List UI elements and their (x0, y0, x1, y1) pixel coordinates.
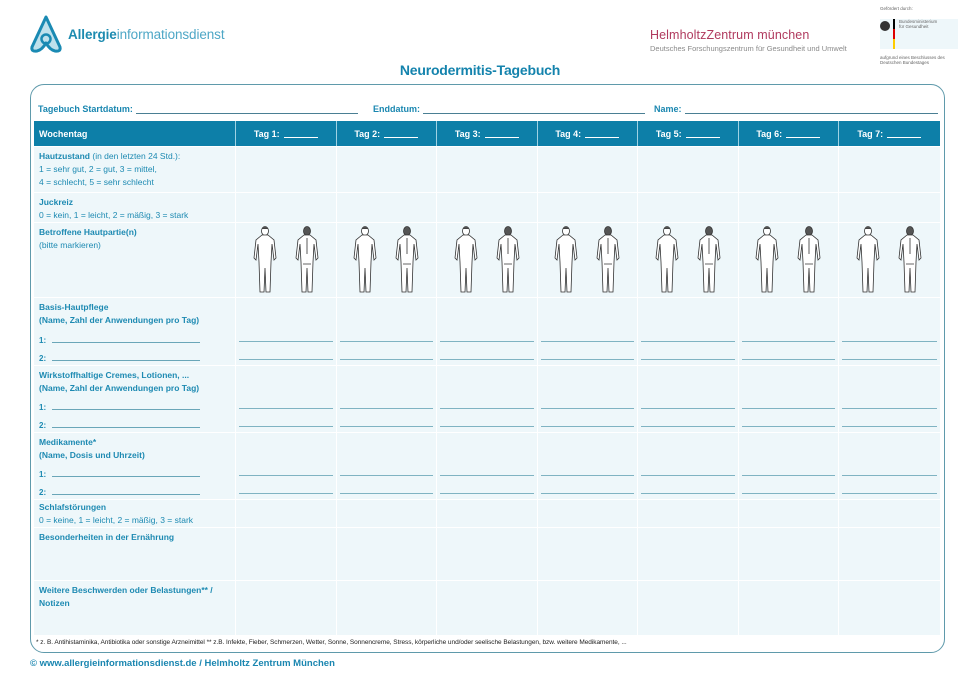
entry-line-2[interactable] (641, 493, 735, 494)
name-label: Name: (654, 104, 682, 114)
logo-text-bold: Allergie (68, 26, 117, 42)
cell-day-6[interactable] (739, 193, 840, 222)
entry-line-2[interactable] (239, 493, 333, 494)
cell-day-3[interactable] (437, 366, 538, 432)
cell-day-4[interactable] (538, 500, 639, 527)
allergy-a-logo-icon (28, 14, 64, 54)
entry-line-2[interactable] (239, 359, 333, 360)
header-day-4[interactable] (538, 121, 639, 146)
row-ernaehrung (34, 527, 940, 580)
entry-line-1[interactable] (239, 341, 333, 342)
body-front-icon[interactable] (752, 224, 782, 296)
row-label (34, 528, 236, 580)
cell-day-5[interactable] (638, 147, 739, 192)
cell-day-7[interactable] (839, 433, 940, 499)
cell-day-3[interactable] (437, 298, 538, 365)
body-front-icon[interactable] (652, 224, 682, 296)
header-day-3[interactable] (437, 121, 538, 146)
footnote: * z. B. Antihistaminika, Antibiotika oder sonstige Arzneimittel ** z.B. Infekte, Fieber, Schmerzen, Wetter, Sonne, Sonnencreme, Stress, körperliche und/oder seelische Belastungen, bzw. weitere Medikamente, ... (36, 639, 627, 646)
cell-day-3[interactable] (437, 433, 538, 499)
name-input-line[interactable] (685, 105, 938, 114)
start-date-field[interactable] (38, 104, 358, 114)
row-title: Besonderheiten in der Ernährung (39, 532, 175, 542)
german-flag-icon (893, 19, 895, 49)
cell-day-4[interactable] (538, 366, 639, 432)
row-label (34, 366, 236, 432)
entry-line-2[interactable] (742, 426, 836, 427)
helmholtz-logo (650, 28, 847, 53)
entry-line-1[interactable] (52, 476, 200, 477)
body-front-icon[interactable] (551, 224, 581, 296)
row-medikamente (34, 432, 940, 499)
cell-day-5[interactable] (638, 581, 739, 635)
funder-logo (880, 6, 958, 66)
entry-line-1[interactable] (340, 475, 434, 476)
row-scale: 0 = kein, 1 = leicht, 2 = mäßig, 3 = stark (39, 210, 189, 220)
entry-number-1: 1: (39, 336, 47, 345)
entry-line-1[interactable] (239, 475, 333, 476)
entry-line-2[interactable] (641, 359, 735, 360)
cell-day-6[interactable] (739, 147, 840, 192)
cell-day-2[interactable] (337, 147, 438, 192)
cell-day-1[interactable] (236, 433, 337, 499)
row-title: Juckreiz (39, 197, 74, 207)
body-diagram[interactable] (739, 223, 839, 297)
entry-line-1[interactable] (440, 475, 534, 476)
entry-line-1[interactable] (842, 408, 937, 409)
header-day-2[interactable] (337, 121, 438, 146)
day-date-line[interactable] (686, 130, 720, 138)
cell-day-6[interactable] (739, 581, 840, 635)
day-label: Tag 6: (756, 128, 783, 139)
day-date-line[interactable] (284, 130, 318, 138)
day-date-line[interactable] (786, 130, 820, 138)
cell-day-4[interactable] (538, 298, 639, 365)
start-date-input-line[interactable] (136, 105, 358, 114)
day-label: Tag 3: (454, 128, 481, 139)
cell-day-4[interactable] (538, 193, 639, 222)
cell-day-1[interactable] (236, 500, 337, 527)
day-date-line[interactable] (485, 130, 519, 138)
row-hautpartie (34, 222, 940, 297)
end-date-input-line[interactable] (423, 105, 645, 114)
entry-line-1[interactable] (541, 475, 635, 476)
row-title-suffix: (in den letzten 24 Std.): (90, 151, 181, 161)
cell-day-7[interactable] (839, 223, 940, 297)
row-label (34, 147, 236, 192)
day-label: Tag 4: (555, 128, 582, 139)
entry-line-1[interactable] (641, 341, 735, 342)
cell-day-7[interactable] (839, 193, 940, 222)
cell-day-2[interactable] (337, 223, 438, 297)
row-schlafstoerungen (34, 499, 940, 527)
cell-day-2[interactable] (337, 581, 438, 635)
entry-line-2[interactable] (842, 359, 937, 360)
cell-day-5[interactable] (638, 433, 739, 499)
body-back-icon[interactable] (794, 224, 824, 296)
body-front-icon[interactable] (250, 224, 280, 296)
cell-day-4[interactable] (538, 147, 639, 192)
header-wochentag: Wochentag (34, 121, 236, 146)
cell-day-3[interactable] (437, 193, 538, 222)
body-diagram[interactable] (538, 223, 638, 297)
partner-name: HelmholtzZentrum münchen (650, 28, 810, 42)
funder-bottom-text: aufgrund eines Beschlusses des Deutschen Bundestages (880, 54, 945, 66)
entry-line-1[interactable] (52, 409, 200, 410)
entry-line-2[interactable] (52, 360, 200, 361)
row-subtitle: Notizen (39, 598, 70, 608)
cell-day-1[interactable] (236, 223, 337, 297)
cell-day-5[interactable] (638, 366, 739, 432)
entry-number-2: 2: (39, 488, 47, 497)
allergieinformationsdienst-logo (28, 14, 224, 54)
cell-day-4[interactable] (538, 223, 639, 297)
body-back-icon[interactable] (895, 224, 925, 296)
entry-number-2: 2: (39, 421, 47, 430)
row-title: Betroffene Hautpartie(n) (39, 227, 137, 237)
row-title: Basis-Hautpflege (39, 302, 109, 312)
header-day-5[interactable] (638, 121, 739, 146)
body-diagram[interactable] (437, 223, 537, 297)
entry-line-2[interactable] (842, 493, 937, 494)
day-date-line[interactable] (384, 130, 418, 138)
entry-line-2[interactable] (842, 426, 937, 427)
body-back-icon[interactable] (392, 224, 422, 296)
entry-line-2[interactable] (541, 493, 635, 494)
body-front-icon[interactable] (451, 224, 481, 296)
cell-day-3[interactable] (437, 500, 538, 527)
row-label (34, 223, 236, 297)
row-title: Wirkstoffhaltige Cremes, Lotionen, ... (39, 370, 190, 380)
entry-line-1[interactable] (52, 342, 200, 343)
partner-subtitle: Deutsches Forschungszentrum für Gesundheit und Umwelt (650, 44, 847, 53)
row-wirkstoff-cremes (34, 365, 940, 432)
entry-number-1: 1: (39, 470, 47, 479)
cell-day-2[interactable] (337, 528, 438, 580)
body-front-icon[interactable] (853, 224, 883, 296)
funder-ministry: Bundesministerium für Gesundheit (899, 18, 938, 30)
row-hautzustand (34, 146, 940, 192)
cell-day-6[interactable] (739, 366, 840, 432)
cell-day-1[interactable] (236, 298, 337, 365)
cell-day-7[interactable] (839, 147, 940, 192)
page-title: Neurodermitis-Tagebuch (399, 62, 561, 78)
row-scale: 0 = keine, 1 = leicht, 2 = mäßig, 3 = stark (39, 515, 194, 525)
cell-day-5[interactable] (638, 500, 739, 527)
entry-line-2[interactable] (239, 426, 333, 427)
cell-day-5[interactable] (638, 298, 739, 365)
entry-line-2[interactable] (440, 359, 534, 360)
day-date-line[interactable] (887, 130, 921, 138)
cell-day-5[interactable] (638, 223, 739, 297)
row-label (34, 193, 236, 222)
row-label (34, 500, 236, 527)
cell-day-4[interactable] (538, 433, 639, 499)
logo-text-light: informationsdienst (116, 26, 225, 42)
header-day-1[interactable] (236, 121, 337, 146)
entry-line-2[interactable] (541, 359, 635, 360)
entry-line-1[interactable] (742, 341, 836, 342)
cell-day-3[interactable] (437, 528, 538, 580)
day-label: Tag 1: (253, 128, 280, 139)
cell-day-4[interactable] (538, 528, 639, 580)
entry-line-1[interactable] (742, 408, 836, 409)
row-label (34, 581, 236, 635)
row-juckreiz (34, 192, 940, 222)
cell-day-1[interactable] (236, 366, 337, 432)
entry-line-2[interactable] (742, 359, 836, 360)
entry-line-1[interactable] (541, 341, 635, 342)
row-scale-1: 1 = sehr gut, 2 = gut, 3 = mittel, (39, 164, 157, 174)
row-hint: (Name, Zahl der Anwendungen pro Tag) (39, 383, 200, 393)
cell-day-7[interactable] (839, 500, 940, 527)
entry-line-1[interactable] (340, 408, 434, 409)
cell-day-7[interactable] (839, 581, 940, 635)
body-back-icon[interactable] (292, 224, 322, 296)
cell-day-2[interactable] (337, 433, 438, 499)
entry-line-2[interactable] (641, 426, 735, 427)
cell-day-5[interactable] (638, 528, 739, 580)
name-field[interactable] (654, 104, 938, 114)
entry-line-2[interactable] (52, 427, 200, 428)
copyright: © www.allergieinformationsdienst.de / Helmholtz Zentrum München (30, 658, 335, 669)
cell-day-6[interactable] (739, 298, 840, 365)
cell-day-6[interactable] (739, 528, 840, 580)
entry-line-1[interactable] (641, 475, 735, 476)
body-back-icon[interactable] (593, 224, 623, 296)
entry-line-1[interactable] (742, 475, 836, 476)
cell-day-6[interactable] (739, 223, 840, 297)
row-hint: (bitte markieren) (39, 240, 101, 250)
entry-line-1[interactable] (440, 408, 534, 409)
day-label: Tag 5: (655, 128, 682, 139)
row-weitere-beschwerden (34, 580, 940, 635)
cell-day-7[interactable] (839, 528, 940, 580)
cell-day-4[interactable] (538, 581, 639, 635)
cell-day-1[interactable] (236, 581, 337, 635)
entry-number-1: 1: (39, 403, 47, 412)
start-date-label: Tagebuch Startdatum: (38, 104, 133, 114)
cell-day-7[interactable] (839, 298, 940, 365)
cell-day-6[interactable] (739, 500, 840, 527)
row-hint: (Name, Dosis und Uhrzeit) (39, 450, 145, 460)
cell-day-5[interactable] (638, 193, 739, 222)
body-diagram[interactable] (839, 223, 940, 297)
row-title: Hautzustand (39, 151, 90, 161)
row-title: Schlafstörungen (39, 502, 107, 512)
row-hint: (Name, Zahl der Anwendungen pro Tag) (39, 315, 200, 325)
row-label (34, 298, 236, 365)
body-diagram[interactable] (638, 223, 738, 297)
end-date-field[interactable] (373, 104, 645, 114)
table-header-row (34, 121, 940, 146)
cell-day-3[interactable] (437, 223, 538, 297)
entry-line-2[interactable] (742, 493, 836, 494)
row-title: Weitere Beschwerden oder Belastungen** / (39, 585, 213, 595)
entry-line-2[interactable] (340, 426, 434, 427)
cell-day-3[interactable] (437, 581, 538, 635)
entry-line-2[interactable] (340, 493, 434, 494)
federal-eagle-icon (880, 21, 890, 31)
row-label (34, 433, 236, 499)
cell-day-1[interactable] (236, 193, 337, 222)
entry-line-2[interactable] (52, 494, 200, 495)
cell-day-2[interactable] (337, 193, 438, 222)
funder-top-text: Gefördert durch: (880, 6, 913, 11)
row-basis-hautpflege (34, 297, 940, 365)
header-day-6[interactable] (739, 121, 840, 146)
entry-line-1[interactable] (641, 408, 735, 409)
body-back-icon[interactable] (694, 224, 724, 296)
entry-line-1[interactable] (842, 341, 937, 342)
day-label: Tag 2: (354, 128, 381, 139)
entry-line-2[interactable] (340, 359, 434, 360)
day-date-line[interactable] (585, 130, 619, 138)
cell-day-2[interactable] (337, 298, 438, 365)
entry-line-1[interactable] (842, 475, 937, 476)
entry-line-2[interactable] (440, 426, 534, 427)
cell-day-2[interactable] (337, 366, 438, 432)
entry-line-1[interactable] (239, 408, 333, 409)
diary-table (34, 121, 940, 635)
cell-day-1[interactable] (236, 528, 337, 580)
entry-line-1[interactable] (440, 341, 534, 342)
entry-line-1[interactable] (541, 408, 635, 409)
row-scale-2: 4 = schlecht, 5 = sehr schlecht (39, 177, 154, 187)
body-back-icon[interactable] (493, 224, 523, 296)
entry-line-2[interactable] (541, 426, 635, 427)
cell-day-1[interactable] (236, 147, 337, 192)
cell-day-2[interactable] (337, 500, 438, 527)
body-diagram[interactable] (337, 223, 437, 297)
end-date-label: Enddatum: (373, 104, 420, 114)
cell-day-3[interactable] (437, 147, 538, 192)
cell-day-7[interactable] (839, 366, 940, 432)
body-front-icon[interactable] (350, 224, 380, 296)
entry-line-2[interactable] (440, 493, 534, 494)
day-label: Tag 7: (857, 128, 884, 139)
entry-number-2: 2: (39, 354, 47, 363)
cell-day-6[interactable] (739, 433, 840, 499)
entry-line-1[interactable] (340, 341, 434, 342)
row-title: Medikamente* (39, 437, 97, 447)
body-diagram[interactable] (236, 223, 336, 297)
header-day-7[interactable] (839, 121, 940, 146)
